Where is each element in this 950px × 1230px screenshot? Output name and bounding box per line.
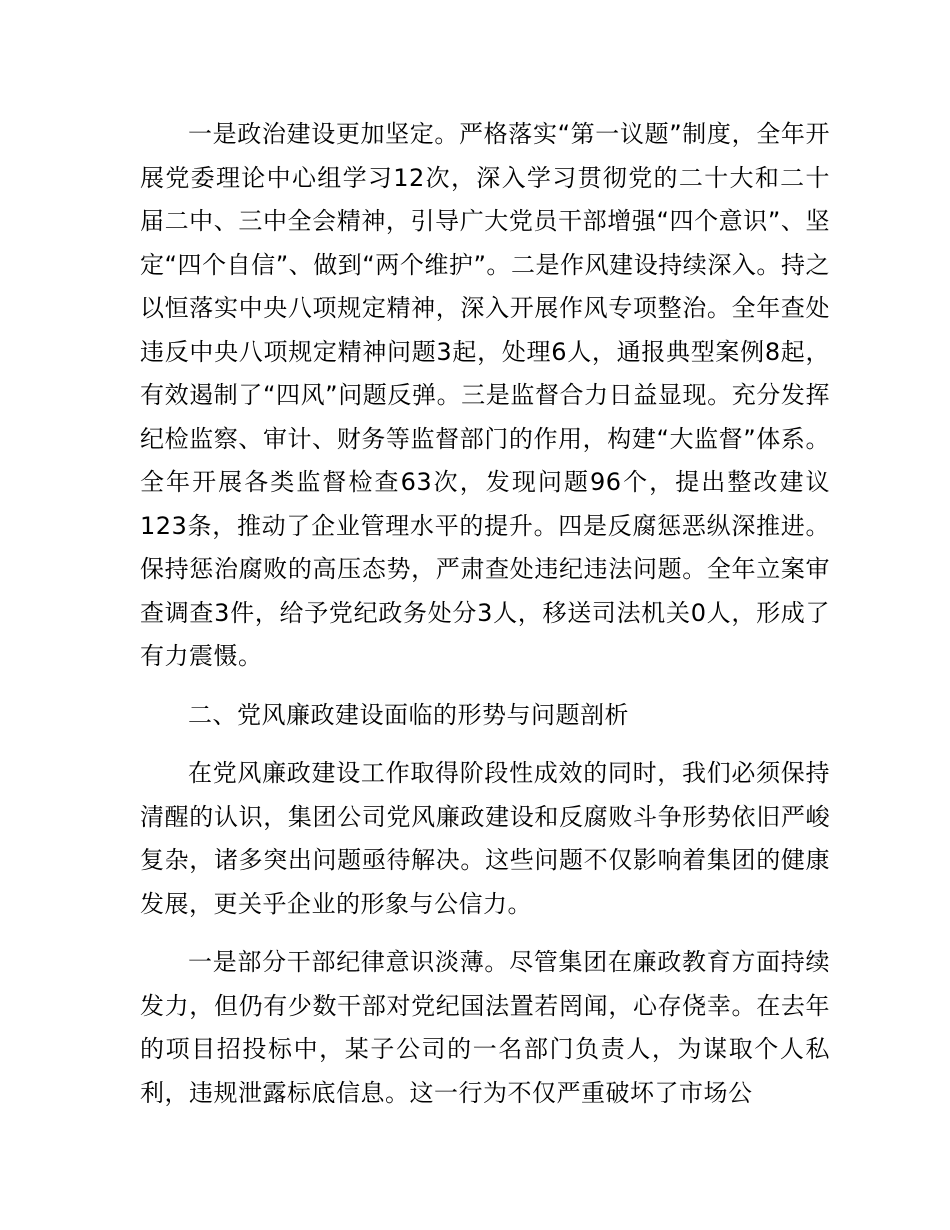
document-body [140,113,830,1115]
paragraph-achievements: 一是政治建设更加坚定。严格落实“第一议题”制度，全年开展党委理论中心组学习12次，深入学习贯彻党的二十大和二十届二中、三中全会精神，引导广大党员干部增强“四个意识”、坚定“四个自信”、做到“两个维护”。二是作风建设持续深入。持之以恒落实中央八项规定精神，深入开展作风专项整治。全年查处违反中央八项规定精神问题3起，处理6人，通报典型案例8起，有效遏制了“四风”问题反弹。三是监督合力日益显现。充分发挥纪检监察、审计、财务等监督部门的作用，构建“大监督”体系。全年开展各类监督检查63次，发现问题96个，提出整改建议123条，推动了企业管理水平的提升。四是反腐惩恶纵深推进。保持惩治腐败的高压态势，严肃查处违纪违法问题。全年立案审查调查3件，给予党纪政务处分3人，移送司法机关0人，形成了有力震慑。 [140,120,830,670]
section-heading-2: 二、党风廉政建设面临的形势与问题剖析 [188,700,629,729]
paragraph-problem-1: 一是部分干部纪律意识淡薄。尽管集团在廉政教育方面持续发力，但仍有少数干部对党纪国法置若罔闻，心存侥幸。在去年的项目招投标中，某子公司的一名部门负责人，为谋取个人私利，违规泄露标底信息。这一行为不仅严重破坏了市场公 [140,948,830,1107]
paragraph-situation: 在党风廉政建设工作取得阶段性成效的同时，我们必须保持清醒的认识，集团公司党风廉政建设和反腐败斗争形势依旧严峻复杂，诸多突出问题亟待解决。这些问题不仅影响着集团的健康发展，更关乎企业的形象与公信力。 [140,759,830,918]
